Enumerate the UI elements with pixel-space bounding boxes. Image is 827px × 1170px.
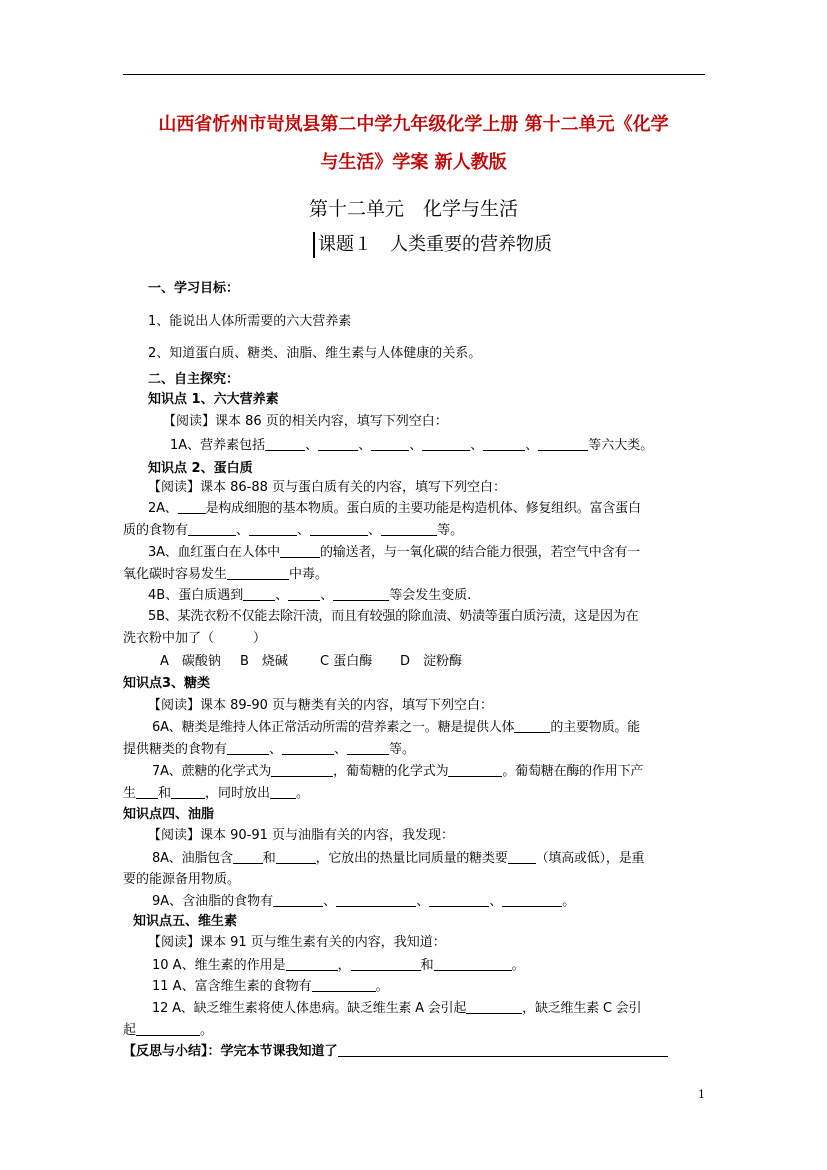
document-title-line-2: 与生活》学案 新人教版 (320, 152, 507, 173)
blank[interactable] (538, 437, 588, 451)
question-3a-line-1: 3A、血红蛋白在人体中 的输送者，与一氧化碳的结合能力很强，若空气中含有一 (148, 545, 640, 560)
blank[interactable] (333, 587, 389, 601)
summary-blank[interactable] (338, 1043, 668, 1057)
blank[interactable] (280, 544, 320, 558)
blank[interactable] (171, 785, 205, 799)
question-10a: 10 A、维生素的作用是 ， 和 。 (152, 958, 525, 973)
blank[interactable] (434, 957, 512, 971)
question-11a: 11 A、富含维生素的食物有 。 (152, 979, 389, 994)
blank[interactable] (188, 522, 236, 536)
blank[interactable] (265, 437, 305, 451)
blank[interactable] (136, 785, 158, 799)
question-4b: 4B、蛋白质遇到 、 、 等会发生变质. (148, 588, 472, 603)
kp4-title: 知识点四、油脂 (123, 807, 215, 822)
question-7a-line-1: 7A、蔗糖的化学式为 ，葡萄糖的化学式为 。葡萄糖在酶的作用下产 (152, 764, 644, 779)
question-6a-line-1: 6A、糖类是维持人体正常活动所需的营养素之一。糖是提供人体 的主要物质。能 (152, 720, 640, 735)
blank[interactable] (514, 719, 550, 733)
section-heading-goals: 一、学习目标： (148, 281, 240, 296)
kp2-title: 知识点 2、蛋白质 (148, 461, 253, 476)
option-b[interactable]: B 烧碱 (240, 654, 288, 669)
document-title-line-1: 山西省忻州市岢岚县第二中学九年级化学上册 第十二单元《化学 (158, 114, 669, 135)
blank[interactable] (178, 500, 206, 514)
kp2-reading: 【阅读】课本 86-88 页与蛋白质有关的内容，填写下列空白： (148, 480, 507, 495)
blank[interactable] (276, 850, 316, 864)
goal-2: 2、知道蛋白质、糖类、油脂、维生素与人体健康的关系。 (148, 346, 482, 361)
blank[interactable] (286, 957, 338, 971)
kp5-title: 知识点五、维生素 (133, 914, 238, 929)
kp5-reading: 【阅读】课本 91 页与维生素有关的内容，我知道： (148, 935, 446, 950)
question-7a-line-2: 生 和 ，同时放出 。 (123, 786, 310, 801)
blank[interactable] (312, 978, 376, 992)
kp1-title: 知识点 1、六大营养素 (148, 392, 279, 407)
blank[interactable] (249, 522, 297, 536)
question-8a-line-2: 要的能源备用物质。 (123, 872, 241, 887)
blank[interactable] (271, 763, 333, 777)
blank[interactable] (483, 437, 525, 451)
blank[interactable] (233, 850, 263, 864)
blank[interactable] (466, 1000, 522, 1014)
blank[interactable] (381, 522, 437, 536)
blank[interactable] (227, 741, 269, 755)
question-2a-line-1: 2A、 是构成细胞的基本物质。蛋白质的主要功能是构造机体、修复组织。富含蛋白 (148, 501, 641, 516)
kp3-title: 知识点3、糖类 (123, 676, 211, 691)
blank[interactable] (243, 587, 275, 601)
blank[interactable] (336, 893, 416, 907)
blank[interactable] (282, 741, 334, 755)
question-8a-line-1: 8A、油脂包含 和 ，它放出的热量比同质量的糖类要 （填高或低），是重 (152, 851, 645, 866)
blank[interactable] (288, 587, 320, 601)
blank[interactable] (347, 741, 389, 755)
question-12a-line-1: 12 A、缺乏维生素将使人体患病。缺乏维生素 A 会引起 ，缺乏维生素 C 会引 (152, 1001, 642, 1016)
question-1a: 1A、营养素包括 、 、 、 、 、 等六大类。 (170, 438, 654, 453)
header-rule (123, 74, 705, 75)
blank[interactable] (448, 763, 502, 777)
option-a[interactable]: A 碳酸钠 (160, 654, 221, 669)
summary-line: 【反思与小结】：学完本节课我知道了 (123, 1043, 668, 1061)
blank[interactable] (422, 437, 470, 451)
kp1-reading: 【阅读】课本 86 页的相关内容，填写下列空白： (163, 414, 448, 429)
topic-title: 课题１ 人类重要的营养物质 (313, 232, 552, 258)
blank[interactable] (136, 1022, 200, 1036)
blank[interactable] (351, 957, 421, 971)
question-12a-line-2: 起 。 (123, 1023, 214, 1038)
option-c[interactable]: C 蛋白酶 (320, 654, 373, 669)
blank[interactable] (429, 893, 489, 907)
kp4-reading: 【阅读】课本 90-91 页与油脂有关的内容，我发现： (148, 828, 455, 843)
question-9a: 9A、含油脂的食物有 、 、 、 。 (152, 894, 576, 909)
question-5b-line-2: 洗衣粉中加了（ ） (123, 631, 267, 646)
question-2a-line-2: 质的食物有 、 、 、 等。 (123, 523, 464, 538)
blank[interactable] (502, 893, 562, 907)
kp3-reading: 【阅读】课本 89-90 页与糖类有关的内容，填写下列空白： (148, 698, 494, 713)
goal-1: 1、能说出人体所需要的六大营养素 (148, 314, 352, 329)
option-d[interactable]: D 淀粉酶 (400, 654, 463, 669)
blank[interactable] (227, 566, 289, 580)
blank[interactable] (310, 522, 368, 536)
question-3a-line-2: 氧化碳时容易发生 中毒。 (123, 567, 329, 582)
question-6a-line-2: 提供糖类的食物有 、 、 等。 (123, 742, 416, 757)
section-heading-explore: 二、自主探究： (148, 372, 240, 387)
unit-title: 第十二单元 化学与生活 (308, 198, 518, 220)
page-number: 1 (698, 1088, 705, 1101)
blank[interactable] (273, 893, 323, 907)
blank[interactable] (270, 785, 296, 799)
blank[interactable] (508, 850, 536, 864)
question-5b-line-1: 5B、某洗衣粉不仅能去除汗渍，而且有较强的除血渍、奶渍等蛋白质污渍，这是因为在 (148, 609, 639, 624)
blank[interactable] (371, 437, 409, 451)
blank[interactable] (318, 437, 358, 451)
